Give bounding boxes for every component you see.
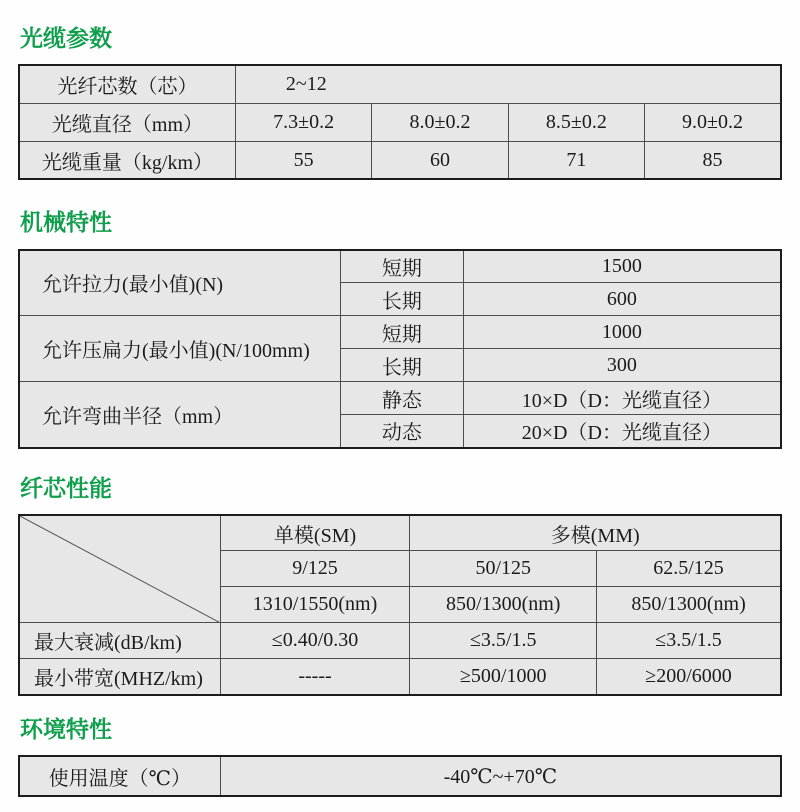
cable-weight-value-2: 60 — [372, 141, 508, 179]
section-environmental-properties — [18, 717, 782, 797]
bend-radius-label: 允许弯曲半径（mm） — [19, 382, 341, 448]
wavelength-sm: 1310/1550(nm) — [220, 587, 410, 623]
cable-weight-label: 光缆重量（kg/km） — [19, 141, 235, 179]
operating-temperature-value: -40℃~+70℃ — [220, 756, 781, 796]
tension-long-term: 长期 — [341, 283, 464, 316]
attenuation-sm: ≤0.40/0.30 — [220, 623, 410, 659]
fiber-count-label: 光纤芯数（芯） — [19, 65, 235, 103]
bend-dynamic-term: 动态 — [341, 415, 464, 448]
environmental-properties-table — [18, 755, 782, 797]
cable-weight-value-1: 55 — [235, 141, 371, 179]
attenuation-label: 最大衰减(dB/km) — [19, 623, 220, 659]
fiber-performance-table — [18, 514, 782, 696]
wavelength-mm2: 850/1300(nm) — [597, 587, 781, 623]
section-fiber-performance — [18, 476, 782, 696]
cable-diameter-label: 光缆直径（mm） — [19, 103, 235, 141]
table-row — [19, 103, 781, 141]
mechanical-properties-table — [18, 249, 782, 449]
cable-weight-value-3: 71 — [508, 141, 644, 179]
crush-label: 允许压扁力(最小值)(N/100mm) — [19, 316, 341, 382]
bend-static-value: 10×D（D：光缆直径） — [463, 382, 781, 415]
cable-weight-value-4: 85 — [645, 141, 781, 179]
section-heading-environmental-properties: 环境特性 — [20, 715, 112, 742]
bend-dynamic-value: 20×D（D：光缆直径） — [463, 415, 781, 448]
bandwidth-sm: ----- — [220, 659, 410, 695]
table-row — [19, 659, 781, 695]
tension-short-value: 1500 — [463, 250, 781, 283]
table-row — [19, 316, 781, 349]
diagonal-line — [20, 516, 220, 623]
section-cable-parameters — [18, 26, 782, 180]
single-mode-header: 单模(SM) — [220, 515, 410, 551]
crush-long-term: 长期 — [341, 349, 464, 382]
crush-short-value: 1000 — [463, 316, 781, 349]
table-row — [19, 756, 781, 796]
cable-diameter-value-2: 8.0±0.2 — [372, 103, 508, 141]
table-row — [19, 250, 781, 283]
multi-mode-header: 多模(MM) — [410, 515, 781, 551]
attenuation-mm1: ≤3.5/1.5 — [410, 623, 597, 659]
table-row — [19, 382, 781, 415]
bandwidth-label: 最小带宽(MHZ/km) — [19, 659, 220, 695]
bandwidth-mm1: ≥500/1000 — [410, 659, 597, 695]
cable-diameter-value-3: 8.5±0.2 — [508, 103, 644, 141]
table-row — [19, 141, 781, 179]
core-size-sm: 9/125 — [220, 551, 410, 587]
bandwidth-mm2: ≥200/6000 — [597, 659, 781, 695]
bend-static-term: 静态 — [341, 382, 464, 415]
core-size-mm2: 62.5/125 — [597, 551, 781, 587]
section-heading-fiber-performance: 纤芯性能 — [20, 474, 112, 501]
cable-diameter-value-1: 7.3±0.2 — [235, 103, 371, 141]
table-row — [19, 65, 781, 103]
crush-short-term: 短期 — [341, 316, 464, 349]
tension-short-term: 短期 — [341, 250, 464, 283]
cable-parameters-table — [18, 64, 782, 180]
diagonal-header-cell — [19, 515, 220, 623]
section-heading-cable-parameters: 光缆参数 — [20, 25, 112, 51]
section-mechanical-properties — [18, 210, 782, 448]
fiber-count-value: 2~12 — [235, 65, 781, 103]
tension-label: 允许拉力(最小值)(N) — [19, 250, 341, 316]
tension-long-value: 600 — [463, 283, 781, 316]
attenuation-mm2: ≤3.5/1.5 — [597, 623, 781, 659]
cable-diameter-value-4: 9.0±0.2 — [645, 103, 781, 141]
table-row — [19, 515, 781, 551]
operating-temperature-label: 使用温度（℃） — [19, 756, 220, 796]
core-size-mm1: 50/125 — [410, 551, 597, 587]
section-heading-mechanical-properties: 机械特性 — [20, 209, 112, 236]
crush-long-value: 300 — [463, 349, 781, 382]
table-row — [19, 623, 781, 659]
wavelength-mm1: 850/1300(nm) — [410, 587, 597, 623]
